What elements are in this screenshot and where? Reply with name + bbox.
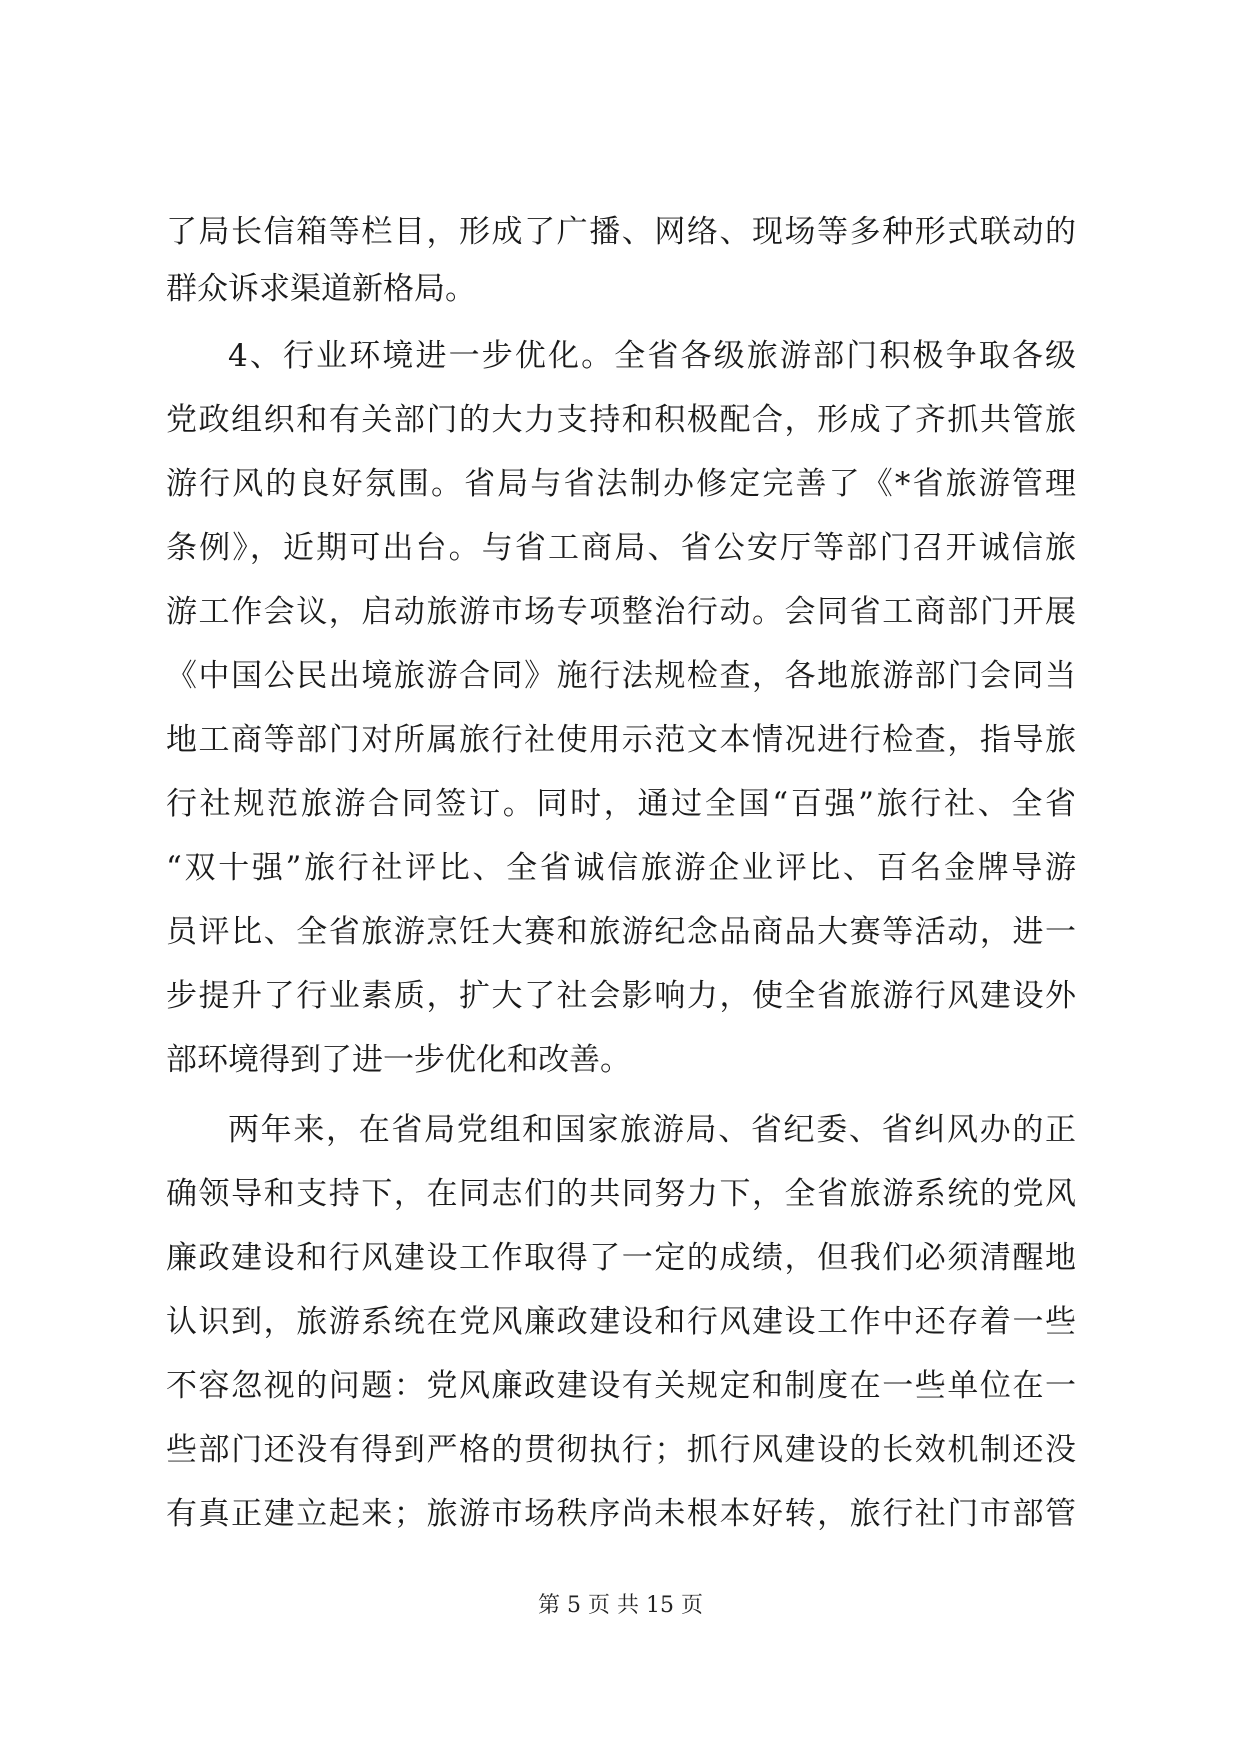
text-line: 些部门还没有得到严格的贯彻执行；抓行风建设的长效机制还没 [166,1432,1076,1468]
text-line: 群众诉求渠道新格局。 [166,271,476,307]
text-line: 游工作会议，启动旅游市场专项整治行动。会同省工商部门开展 [166,594,1076,630]
text-line: 确领导和支持下，在同志们的共同努力下，全省旅游系统的党风 [166,1176,1076,1212]
text-line: 有真正建立起来；旅游市场秩序尚未根本好转，旅行社门市部管 [166,1496,1076,1532]
text-line: “双十强”旅行社评比、全省诚信旅游企业评比、百名金牌导游 [166,850,1076,886]
text-line: 认识到，旅游系统在党风廉政建设和行风建设工作中还存着一些 [166,1304,1076,1340]
text-line: 两年来，在省局党组和国家旅游局、省纪委、省纠风办的正 [228,1112,1076,1148]
text-line: 游行风的良好氛围。省局与省法制办修定完善了《*省旅游管理 [166,466,1076,502]
text-line: 廉政建设和行风建设工作取得了一定的成绩，但我们必须清醒地 [166,1240,1076,1276]
page-number-footer: 第 5 页 共 15 页 [538,1593,703,1618]
text-line: 党政组织和有关部门的大力支持和积极配合，形成了齐抓共管旅 [166,402,1076,438]
text-line: 条例》，近期可出台。与省工商局、省公安厅等部门召开诚信旅 [166,530,1076,566]
text-line: 部环境得到了进一步优化和改善。 [166,1042,631,1078]
text-line: 员评比、全省旅游烹饪大赛和旅游纪念品商品大赛等活动，进一 [166,914,1076,950]
text-line: 步提升了行业素质，扩大了社会影响力，使全省旅游行风建设外 [166,978,1076,1014]
text-line: 行社规范旅游合同签订。同时，通过全国“百强”旅行社、全省 [166,786,1076,822]
text-line: 地工商等部门对所属旅行社使用示范文本情况进行检查，指导旅 [166,722,1076,758]
text-line: 了局长信箱等栏目，形成了广播、网络、现场等多种形式联动的 [166,214,1076,250]
text-line: 《中国公民出境旅游合同》施行法规检查，各地旅游部门会同当 [166,658,1076,694]
text-line: 不容忽视的问题：党风廉政建设有关规定和制度在一些单位在一 [166,1368,1076,1404]
text-line: 4、行业环境进一步优化。全省各级旅游部门积极争取各级 [228,338,1076,374]
